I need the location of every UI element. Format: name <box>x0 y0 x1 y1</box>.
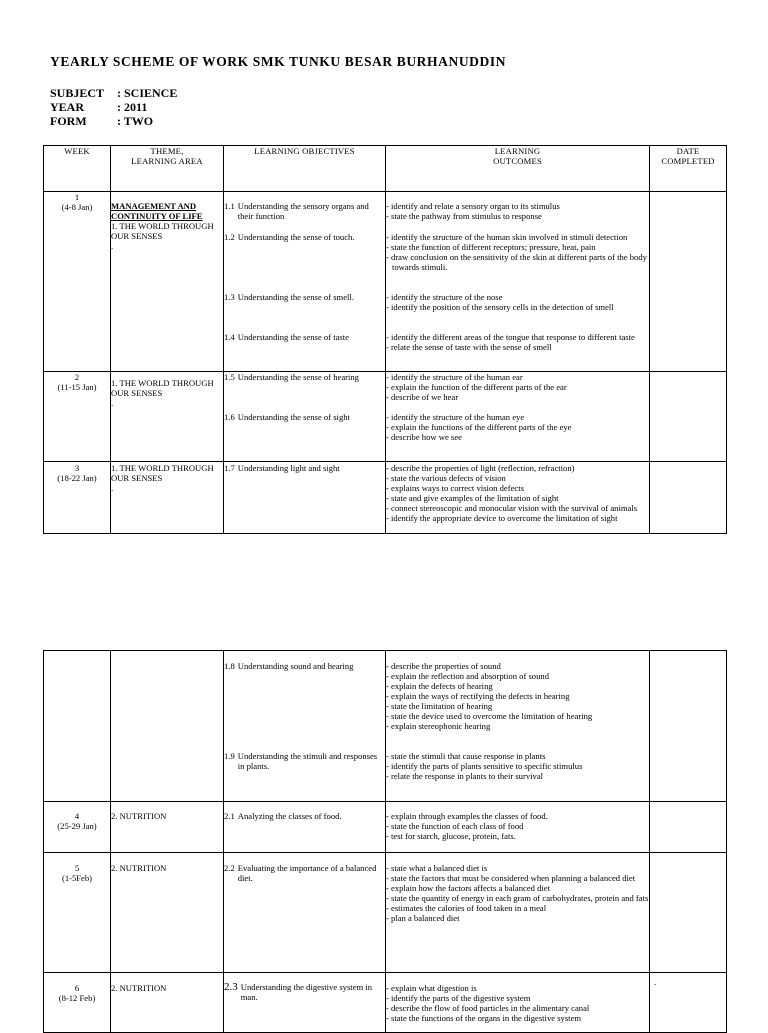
outcome-group: - describe the properties of sound - explain the reflection and absorption of sound - explain the defects of hearing - explain the ways of rectifying the defects in hearing - state the limitation of hearing - state the device used to overcome the limitation of hearing - explain stereophonic hearing <box>386 661 593 731</box>
objective-item: 1.1 Understanding the sensory organs and their function <box>224 201 369 221</box>
week-cell: 2 (11-15 Jan) <box>44 372 111 462</box>
meta-label: YEAR <box>50 100 85 114</box>
date-completed-cell <box>650 372 727 462</box>
header-date-completed: DATE COMPLETED <box>650 146 727 192</box>
theme-cell <box>111 651 224 802</box>
learning-area: 1. THE WORLD THROUGH OUR SENSES <box>111 378 214 398</box>
scheme-table-1 <box>43 145 727 534</box>
learning-area: 1. THE WORLD THROUGH OUR SENSES <box>111 221 214 241</box>
outcomes-cell <box>386 651 650 802</box>
outcomes-cell: - explain through examples the classes of food. - state the function of each class of food - test for starch, glucose, protein, fats. <box>386 802 650 853</box>
objectives-cell <box>224 372 386 462</box>
scheme-table-2 <box>43 650 727 1033</box>
table-row <box>44 802 727 853</box>
outcomes-cell <box>386 192 650 372</box>
objective-item: 1.3 Understanding the sense of smell. <box>224 292 354 302</box>
header-theme: THEME, LEARNING AREA <box>111 146 224 192</box>
outcome-group: - identify and relate a sensory organ to its stimulus - state the pathway from stimulus to response <box>386 201 560 221</box>
meta-value: : TWO <box>117 114 154 128</box>
learning-area: 2. NUTRITION <box>111 811 167 821</box>
meta-subject <box>50 86 177 101</box>
objective-item: 1.5 Understanding the sense of hearing <box>224 372 359 382</box>
objective-item: 1.7 Understanding light and sight <box>224 463 340 473</box>
header-week: WEEK <box>44 146 111 192</box>
date-completed-cell <box>650 651 727 802</box>
theme-cell <box>111 802 224 853</box>
outcome-group: - identify the different areas of the tongue that response to different taste - relate the sense of taste with the sense of smell <box>386 332 635 352</box>
objectives-cell <box>224 802 386 853</box>
objectives-cell <box>224 651 386 802</box>
objective-item: 1.2 Understanding the sense of touch. <box>224 232 355 242</box>
meta-value: : SCIENCE <box>117 86 178 100</box>
outcomes-cell: - state what a balanced diet is - state the factors that must be considered when planning a balanced diet - explain how the factors affects a balanced diet - state the quantity of energy in each gram of carbohydrates, protein and fats - estimates the calories of food taken in a meal - plan a balanced diet <box>386 853 650 973</box>
table-header-row <box>44 146 727 192</box>
week-cell: 5 (1-5Feb) <box>44 853 111 973</box>
theme-cell: 1. THE WORLD THROUGH OUR SENSES . <box>111 372 224 462</box>
meta-label: FORM <box>50 114 87 128</box>
objective-item: 1.8 Understanding sound and hearing <box>224 661 354 671</box>
theme-cell: 1. THE WORLD THROUGH OUR SENSES . <box>111 462 224 534</box>
outcome-group: - identify the structure of the nose - identify the position of the sensory cells in the detection of smell <box>386 292 614 312</box>
date-completed-cell <box>650 462 727 534</box>
learning-area: 1. THE WORLD THROUGH OUR SENSES <box>111 463 214 483</box>
objective-item: 2.3 Understanding the digestive system in man. <box>224 981 373 1002</box>
meta-value: : 2011 <box>117 100 148 114</box>
outcomes-cell: - explain what digestion is - identify the parts of the digestive system - describe the flow of food particles in the alimentary canal - state the functions of the organs in the digestive system <box>386 973 650 1033</box>
table-row <box>44 462 727 534</box>
date-completed-cell <box>650 853 727 973</box>
objective-item: 2.2 Evaluating the importance of a balanced diet. <box>224 863 377 883</box>
theme-cell <box>111 853 224 973</box>
week-cell: 1 (4-8 Jan) <box>44 192 111 372</box>
week-cell: 4 (25-29 Jan) <box>44 802 111 853</box>
objectives-cell <box>224 192 386 372</box>
date-completed-cell <box>650 192 727 372</box>
date-completed-cell <box>650 802 727 853</box>
table-row <box>44 372 727 462</box>
theme-cell: MANAGEMENT AND CONTINUITY OF LIFE 1. THE WORLD THROUGH OUR SENSES . <box>111 192 224 372</box>
objective-item: 1.6 Understanding the sense of sight <box>224 412 350 422</box>
week-cell: 3 (18-22 Jan) <box>44 462 111 534</box>
outcome-group: - state the stimuli that cause response in plants - identify the parts of plants sensitive to specific stimulus - relate the response in plants to their survival <box>386 751 583 781</box>
week-cell <box>44 651 111 802</box>
objective-item: 2.1 Analyzing the classes of food. <box>224 811 342 821</box>
table-row <box>44 853 727 973</box>
outcome-group: - identify the structure of the human eye - explain the functions of the different parts of the eye - describe how we see <box>386 412 572 442</box>
table-row <box>44 192 727 372</box>
objectives-cell <box>224 462 386 534</box>
outcome-group: - describe the properties of light (reflection, refraction) - state the various defects of vision - explains ways to correct vision defects - state and give examples of the limitation of sight - connect stereoscopic and monocular vision with the survival of animals - identify the appropriate device to overcome the limitation of sight <box>386 463 638 523</box>
theme-title: MANAGEMENT AND CONTINUITY OF LIFE <box>111 201 203 221</box>
objective-item: 1.9 Understanding the stimuli and responses in plants. <box>224 751 378 771</box>
meta-label: SUBJECT <box>50 86 105 100</box>
header-objectives: LEARNING OBJECTIVES <box>224 146 386 192</box>
week-cell: 6 (8-12 Feb) <box>44 973 111 1033</box>
outcome-group: - identify the structure of the human skin involved in stimuli detection - state the function of different receptors; pressure, heat, pain - draw conclusion on the sensitivity of the skin at different parts of the body towards stimuli. <box>386 232 647 272</box>
outcome-group: - identify the structure of the human ear - explain the function of the different parts of the ear - describe of we hear <box>386 372 567 402</box>
meta-year <box>50 100 147 115</box>
date-completed-cell: . <box>650 973 727 1033</box>
objectives-cell <box>224 853 386 973</box>
learning-area: 2. NUTRITION <box>111 863 167 873</box>
outcomes-cell <box>386 462 650 534</box>
table-row <box>44 651 727 802</box>
outcomes-cell <box>386 372 650 462</box>
meta-form <box>50 114 153 129</box>
header-outcomes: LEARNING OUTCOMES <box>386 146 650 192</box>
document-title: YEARLY SCHEME OF WORK SMK TUNKU BESAR BURHANUDDIN <box>50 54 507 69</box>
objective-item: 1.4 Understanding the sense of taste <box>224 332 349 342</box>
learning-area: 2. NUTRITION <box>111 983 167 993</box>
